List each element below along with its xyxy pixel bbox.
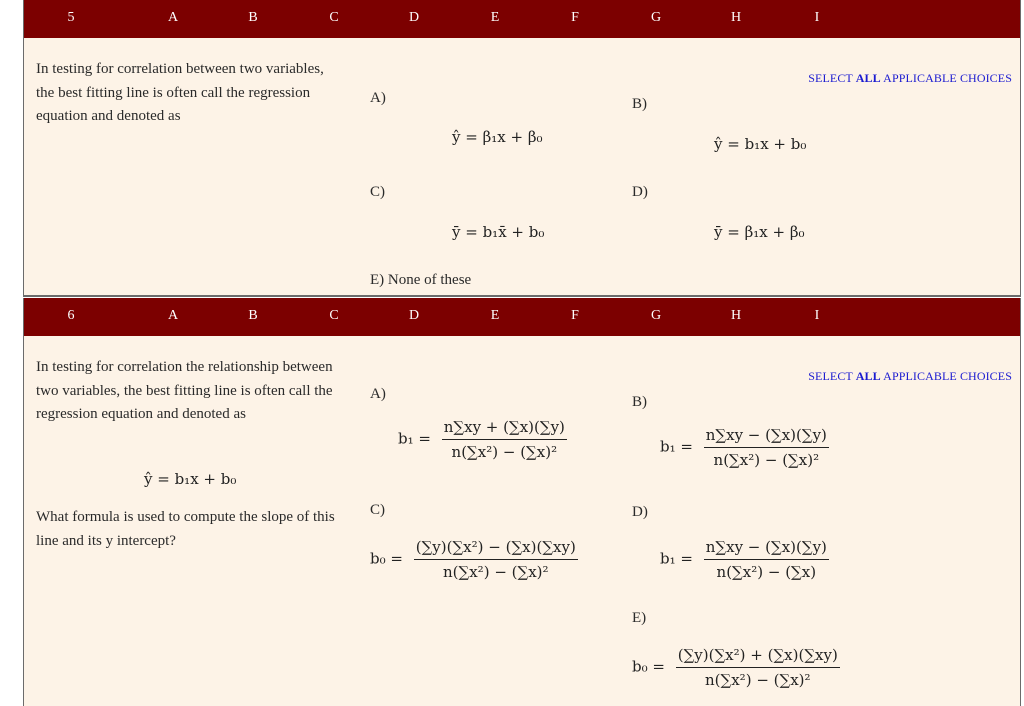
- choice-e-label[interactable]: E): [632, 610, 647, 626]
- denominator: n(∑x²) − (∑x)²: [705, 671, 811, 689]
- formula-lhs: b₁ =: [660, 437, 693, 456]
- question-6-text: In testing for correlation the relationship between two variables, the best fitting line is often call the regression equation and denoted as: [36, 359, 333, 422]
- column-a: A: [167, 308, 179, 323]
- choice-a-label[interactable]: A): [370, 386, 386, 402]
- choice-a-formula[interactable]: [398, 418, 567, 461]
- fraction: [414, 538, 578, 581]
- question-6-prompt: What formula is used to compute the slope of this line and its y intercept?: [36, 509, 335, 549]
- column-g: G: [650, 308, 662, 323]
- choice-a-label[interactable]: A): [370, 90, 386, 106]
- denominator: n(∑x²) − (∑x): [716, 563, 817, 581]
- numerator: (∑y)(∑x²) − (∑x)(∑xy): [414, 538, 578, 560]
- numerator: n∑xy + (∑x)(∑y): [442, 418, 567, 440]
- numerator: (∑y)(∑x²) + (∑x)(∑xy): [676, 646, 840, 668]
- column-c: C: [329, 308, 339, 323]
- column-d: D: [408, 10, 420, 25]
- column-e: E: [490, 308, 500, 323]
- choice-d-label[interactable]: D): [632, 184, 648, 200]
- fraction: [442, 418, 567, 461]
- question-5-header: [24, 0, 1020, 38]
- choice-e-formula[interactable]: [632, 646, 840, 689]
- column-i: I: [814, 10, 820, 25]
- fraction: [704, 538, 829, 581]
- column-e: E: [490, 10, 500, 25]
- choice-c-formula[interactable]: [370, 538, 578, 581]
- denominator: n(∑x²) − (∑x)²: [443, 563, 549, 581]
- fraction: [704, 426, 829, 469]
- column-h: H: [730, 308, 742, 323]
- choice-b-formula[interactable]: ŷ = b₁x + b₀: [714, 135, 807, 153]
- choice-a-formula[interactable]: ŷ = β₁x + β₀: [452, 128, 543, 146]
- question-6-panel: [23, 298, 1021, 706]
- formula-lhs: b₀ =: [370, 549, 403, 568]
- select-all-instruction: SELECT ALL APPLICABLE CHOICES: [808, 71, 1012, 85]
- numerator: n∑xy − (∑x)(∑y): [704, 538, 829, 560]
- numerator: n∑xy − (∑x)(∑y): [704, 426, 829, 448]
- choice-b-formula[interactable]: [660, 426, 829, 469]
- column-f: F: [571, 10, 579, 25]
- choice-d-formula[interactable]: ȳ = β₁x + β₀: [714, 223, 805, 241]
- choice-e-label[interactable]: E) None of these: [370, 272, 472, 288]
- column-b: B: [248, 308, 258, 323]
- divider: [23, 295, 1021, 297]
- column-i: I: [814, 308, 820, 323]
- question-5-panel: [23, 0, 1021, 296]
- formula-lhs: b₀ =: [632, 657, 665, 676]
- column-g: G: [650, 10, 662, 25]
- column-a: A: [167, 10, 179, 25]
- fraction: [676, 646, 840, 689]
- column-d: D: [408, 308, 420, 323]
- column-b: B: [248, 10, 258, 25]
- question-number: 6: [67, 308, 75, 323]
- question-5-text: In testing for correlation between two variables, the best fitting line is often call the regression equation and denoted as: [36, 61, 324, 124]
- question-6-equation: ŷ = b₁x + b₀: [144, 470, 237, 488]
- question-6-header: [24, 298, 1020, 336]
- choice-b-label[interactable]: B): [632, 96, 647, 112]
- column-c: C: [329, 10, 339, 25]
- choice-c-formula[interactable]: ȳ = b₁x̄ + b₀: [452, 223, 545, 241]
- choice-b-label[interactable]: B): [632, 394, 647, 410]
- choice-d-label[interactable]: D): [632, 504, 648, 520]
- denominator: n(∑x²) − (∑x)²: [713, 451, 820, 469]
- formula-lhs: b₁ =: [660, 549, 693, 568]
- column-h: H: [730, 10, 742, 25]
- question-number: 5: [67, 10, 75, 25]
- column-f: F: [571, 308, 579, 323]
- formula-lhs: b₁ =: [398, 429, 431, 448]
- choice-c-label[interactable]: C): [370, 184, 385, 200]
- choice-d-formula[interactable]: [660, 538, 829, 581]
- select-all-instruction: SELECT ALL APPLICABLE CHOICES: [808, 369, 1012, 383]
- choice-c-label[interactable]: C): [370, 502, 385, 518]
- denominator: n(∑x²) − (∑x)²: [451, 443, 558, 461]
